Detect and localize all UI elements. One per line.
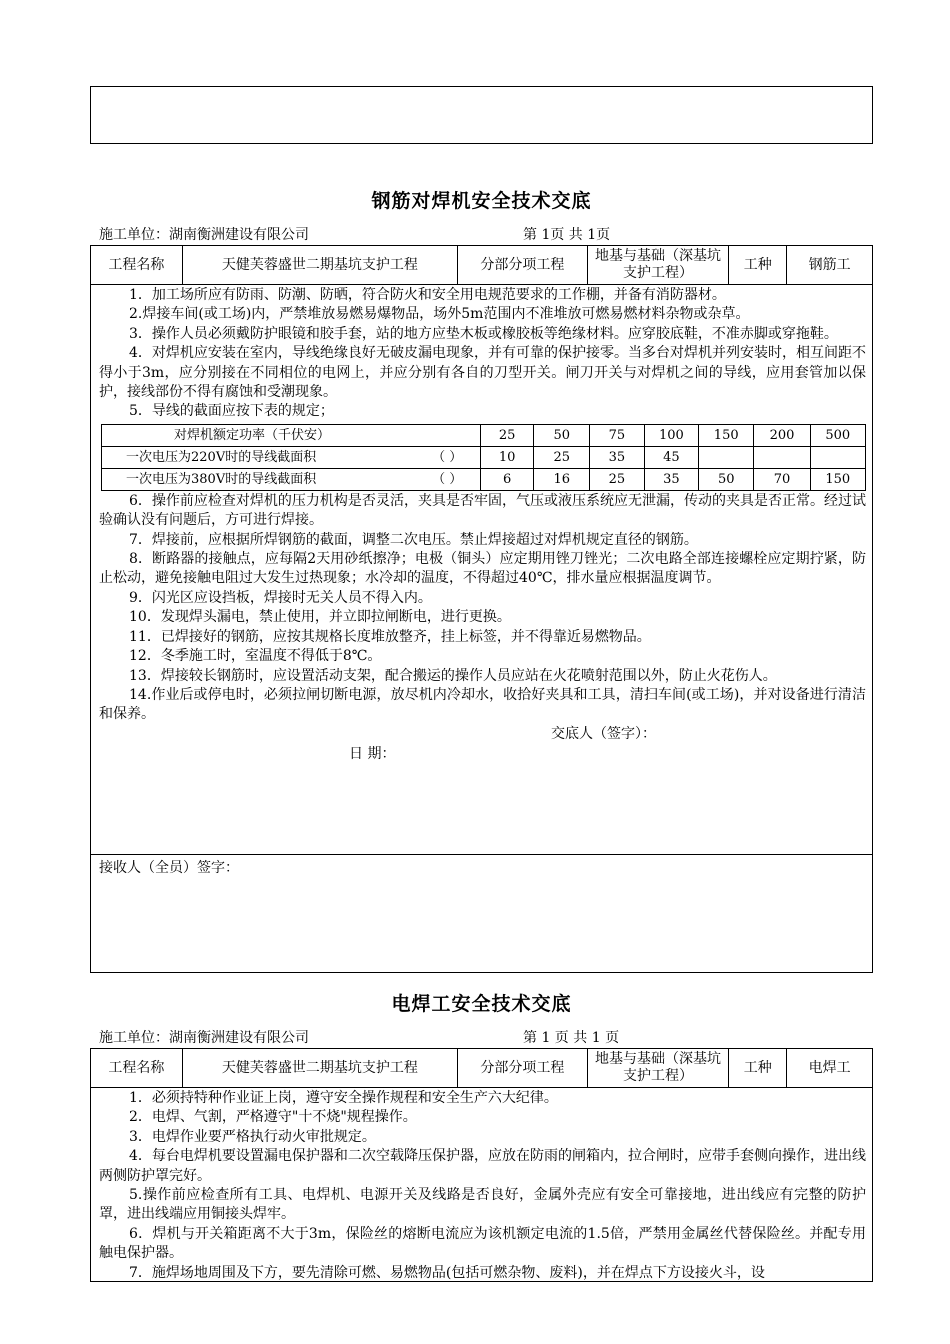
trade-value-2: 电焊工 [808, 1059, 851, 1076]
table-row [102, 424, 866, 446]
date-label: 日 期： [349, 745, 396, 762]
list-item: 3．电焊作业要严格执行动火审批规定。 [129, 1128, 376, 1145]
signer-label: 交底人（签字）： [551, 725, 656, 742]
table-cell-label: 一次电压为220V时的导线截面积 [102, 446, 415, 468]
list-item: 1．必须持特种作业证上岗，遵守安全操作规程和安全生产六大纪律。 [129, 1090, 558, 1106]
table-cell: 100 [644, 424, 698, 446]
table-cell: 150 [699, 424, 754, 446]
sign-row [99, 725, 866, 765]
table-cell: 200 [754, 424, 810, 446]
project-name-2: 天健芙蓉盛世二期基坑支护工程 [183, 1049, 458, 1087]
section1-items-b [99, 492, 866, 725]
table-cell: 10 [480, 446, 534, 468]
sub-project-value: 地基与基础（深基坑支护工程） [588, 246, 730, 284]
section2-title: 电焊工安全技术交底 [391, 993, 572, 1015]
table-cell: 35 [590, 446, 645, 468]
receiver-box [91, 854, 872, 972]
table-cell: 500 [810, 424, 865, 446]
spec-table [101, 424, 866, 491]
table-cell: 35 [644, 468, 698, 490]
list-item: 4．每台电焊机要设置漏电保护器和二次空载降压保护器，应放在防雨的闸箱内，拉合闸时，应带手套侧向操作，进出线两侧防护罩完好。 [99, 1148, 866, 1184]
section2-meta [99, 1027, 869, 1045]
section2-body [90, 1088, 873, 1282]
page-number-2: 第 1 页 共 1 页 [523, 1030, 620, 1046]
table-cell: 50 [699, 468, 754, 490]
list-item: 11．已焊接好的钢筋，应按其规格长度堆放整齐，挂上标签，并不得靠近易燃物品。 [129, 628, 651, 645]
list-item: 14.作业后或停电时，必须拉闸切断电源，放尽机内冷却水，收拾好夹具和工具，清扫车间(或工场)，并对设备进行清洁和保养。 [99, 686, 866, 723]
table-cell: 25 [534, 446, 590, 468]
table-cell: 45 [644, 446, 698, 468]
table-cell: 50 [534, 424, 590, 446]
table-cell [699, 446, 754, 468]
construction-unit-2: 施工单位：湖南衡洲建设有限公司 [99, 1030, 309, 1046]
list-item: 5．导线的截面应按下表的规定； [129, 403, 334, 420]
section1-header-row [90, 245, 873, 285]
list-item: 10．发现焊头漏电，禁止使用，并立即拉闸断电，进行更换。 [129, 609, 511, 626]
section1-meta [99, 224, 869, 242]
table-row [102, 446, 866, 468]
table-cell: 6 [480, 468, 534, 490]
section2-items [99, 1089, 866, 1282]
sub-project-label: 分部分项工程 [458, 246, 588, 284]
table-row [102, 468, 866, 490]
sub-project-value-2: 地基与基础（深基坑支护工程） [588, 1049, 730, 1087]
section1-body [90, 285, 873, 973]
list-item: 8．断路器的接触点，应每隔2天用砂纸擦净；电极（铜头）应定期用锉刀锉光；二次电路全部连接螺栓应定期拧紧，防止松动，避免接触电阻过大发生过热现象；水冷却的温度，不得超过40℃，排水量应根据温度调节。 [99, 551, 866, 587]
table-cell-unit [415, 424, 481, 446]
table-cell [810, 446, 865, 468]
list-item: 12．冬季施工时，室温度不得低于8℃。 [129, 648, 382, 665]
page-number: 第 1页 共 1页 [523, 227, 611, 243]
sub-project-label-2: 分部分项工程 [458, 1049, 588, 1087]
trade-value: 钢筋工 [808, 256, 851, 273]
list-item: 2．电焊、气割，严格遵守"十不烧"规程操作。 [129, 1109, 417, 1126]
list-item: 1．加工场所应有防雨、防潮、防晒，符合防火和安全用电规范要求的工作棚，并备有消防器材。 [129, 287, 726, 303]
table-cell-label: 一次电压为380V时的导线截面积 [102, 468, 415, 490]
list-item: 5.操作前应检查所有工具、电焊机、电源开关及线路是否良好，金属外壳应有安全可靠接地，进出线应有完整的防护罩，进出线端应用铜接头焊牢。 [99, 1187, 866, 1223]
table-cell-label: 对焊机额定功率（千伏安） [102, 424, 415, 446]
top-empty-box [90, 86, 873, 144]
list-item: 7．焊接前，应根据所焊钢筋的截面，调整二次电压。禁止焊接超过对焊机规定直径的钢筋。 [129, 531, 698, 548]
table-cell: 25 [480, 424, 534, 446]
list-item: 2.焊接车间(或工场)内，严禁堆放易燃易爆物品，场外5m范围内不准堆放可燃易燃材料杂物或杂草。 [129, 306, 750, 323]
table-cell: 16 [534, 468, 590, 490]
trade-label: 工种 [729, 246, 787, 284]
list-item: 6．操作前应检查对焊机的压力机构是否灵活，夹具是否牢固，气压或液压系统应无泄漏，传动的夹具是否正常。经过试验确认没有问题后，方可进行焊接。 [99, 492, 866, 529]
list-item: 4．对焊机应安装在室内，导线绝缘良好无破皮漏电现象，并有可靠的保护接零。当多台对焊机并列安装时，相互间距不得小于3m，应分别接在不同相位的电网上，并应分别有各自的刀型开关。闸刀开关与对焊机之间的导线，应用套管加以保护，接线部份不得有腐蚀和受潮现象。 [99, 345, 866, 401]
table-cell-unit: （ ） [415, 446, 481, 468]
project-label-2: 工程名称 [91, 1049, 183, 1087]
list-item: 9．闪光区应设挡板，焊接时无关人员不得入内。 [129, 589, 432, 606]
receiver-label: 接收人（全员）签字： [99, 860, 239, 876]
table-cell: 70 [754, 468, 810, 490]
table-cell [754, 446, 810, 468]
list-item: 3．操作人员必须戴防护眼镜和胶手套，站的地方应垫木板或橡胶板等绝缘材料。应穿胶底鞋，不准赤脚或穿拖鞋。 [129, 325, 838, 342]
section1-items-a [99, 286, 866, 422]
list-item: 13．焊接较长钢筋时，应设置活动支架，配合搬运的操作人员应站在火花喷射范围以外，防止火花伤人。 [129, 667, 777, 684]
trade-label-2: 工种 [729, 1049, 787, 1087]
table-cell: 150 [810, 468, 865, 490]
project-label: 工程名称 [91, 246, 183, 284]
construction-unit: 施工单位：湖南衡洲建设有限公司 [99, 227, 309, 243]
project-name: 天健芙蓉盛世二期基坑支护工程 [183, 246, 458, 284]
table-cell-unit: （ ） [415, 468, 481, 490]
list-item: 7．施焊场地周围及下方，要先清除可燃、易燃物品(包括可燃杂物、废料)，并在焊点下方设接火斗，设 [129, 1264, 765, 1281]
section2-header-row [90, 1048, 873, 1088]
table-cell: 75 [590, 424, 645, 446]
section1-title: 钢筋对焊机安全技术交底 [371, 190, 592, 212]
table-cell: 25 [590, 468, 645, 490]
list-item: 6．焊机与开关箱距离不大于3m，保险丝的熔断电流应为该机额定电流的1.5倍，严禁用金属丝代替保险丝。并配专用触电保护器。 [99, 1225, 866, 1262]
